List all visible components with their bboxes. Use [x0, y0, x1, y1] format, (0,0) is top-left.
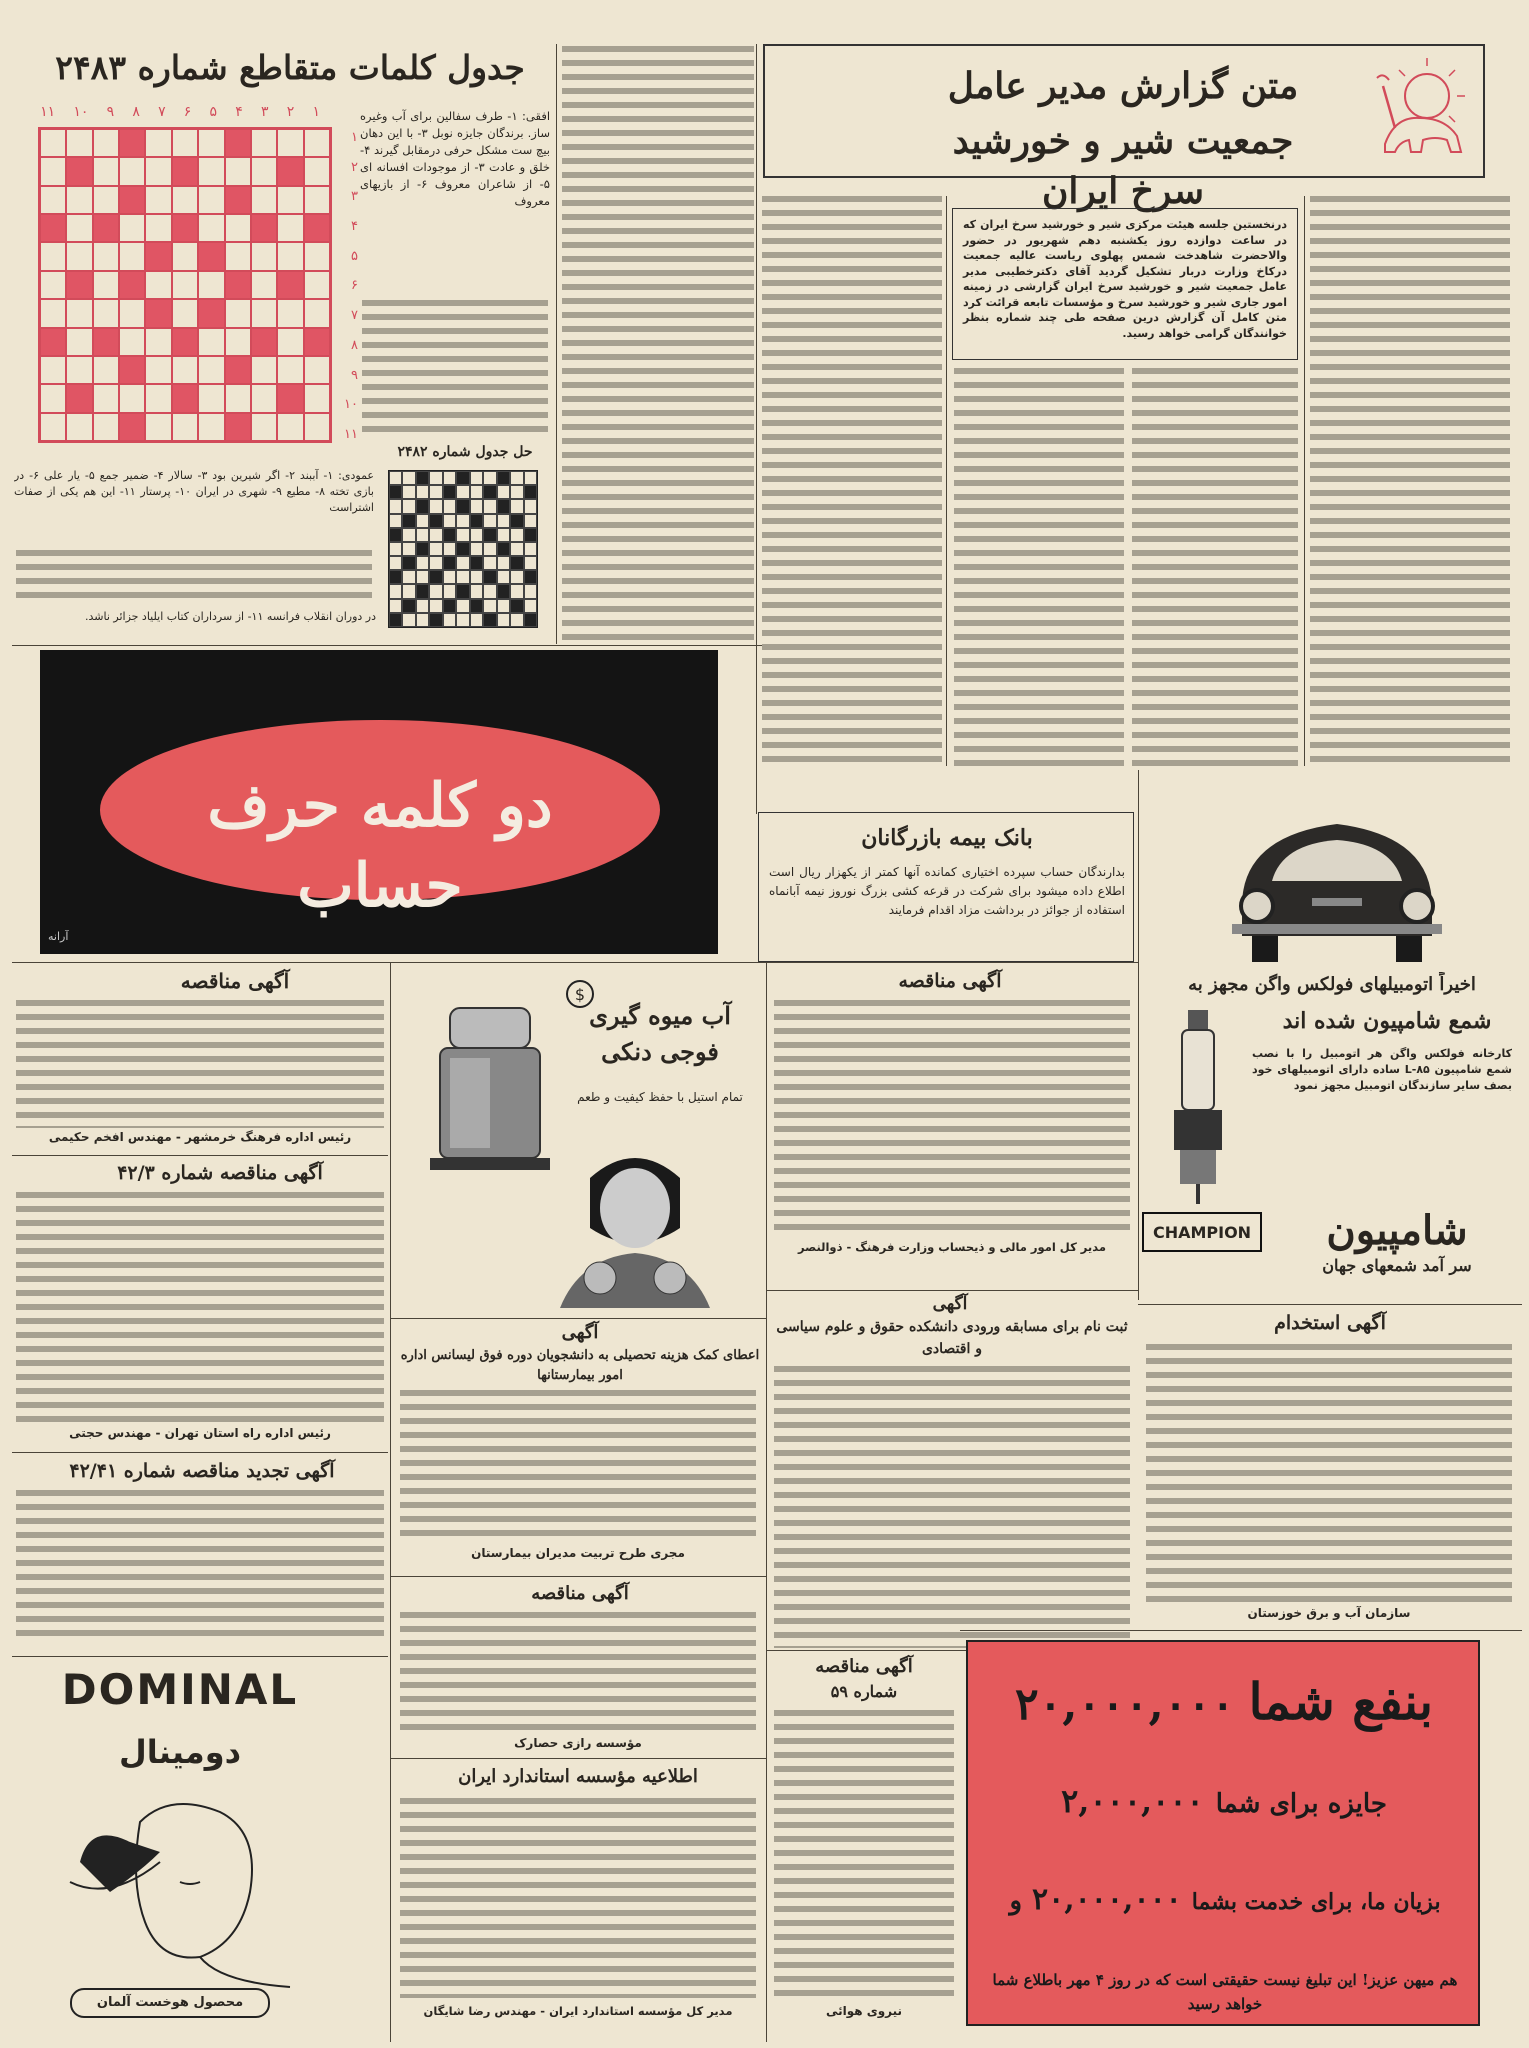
juicer-sub: تمام استیل با حفظ کیفیت و طعم	[577, 1090, 743, 1104]
tender3-title: آگهی تجدید مناقصه شماره ۴۲/۴۱	[69, 1460, 335, 1482]
hire-text	[1146, 1344, 1512, 1604]
row-number: ۲	[351, 159, 358, 175]
car-ad[interactable]	[1142, 776, 1522, 1300]
standard-text	[400, 1798, 756, 1998]
col-number: ۹	[106, 104, 115, 120]
column-rule	[1138, 770, 1139, 1300]
hire-sign: سازمان آب و برق خوزستان	[1247, 1606, 1411, 1620]
woman-with-fruit-illustration	[540, 1138, 730, 1308]
row-number: ۴	[351, 219, 358, 235]
juicer-illustration	[420, 998, 560, 1178]
standard-sign: مدیر کل مؤسسه استاندارد ایران - مهندس رضا شایگان	[423, 2004, 733, 2018]
prize-line3	[978, 1882, 1472, 1942]
crossword-clues-horizontal: افقی: ۱- طرف سفالین برای آب وغیره ساز. برندگان جایزه نوبل ۳- با این دهان بیچ ست مشکل حرفی درمقابل گیرند ۴- خلق و عادت ۳- از موجودات افسانه ای ۵- از شاعران معروف ۶- از بازیهای معروف	[360, 109, 550, 208]
two-words-text: دو کلمه حرف حساب	[207, 771, 553, 921]
row-rule	[390, 1318, 766, 1319]
column-rule	[946, 196, 947, 766]
culture-sign: مدیر کل امور مالی و ذیحساب وزارت فرهنگ - ذوالنصر	[797, 1240, 1106, 1254]
tender4-title: آگهی مناقصه	[531, 1583, 629, 1604]
tender4-text	[400, 1612, 756, 1732]
crossword-vertical-text	[16, 550, 372, 606]
crossword-row-numbers	[338, 130, 358, 442]
row-number: ۱	[351, 130, 358, 145]
report-title-box	[763, 44, 1485, 212]
exam-sub: ثبت نام برای مسابقه ورودی دانشکده حقوق و علوم سیاسی و اقتصادی	[776, 1319, 1128, 1357]
ad-signature: آرانه	[48, 930, 69, 943]
juicer-ad[interactable]	[400, 968, 760, 1316]
tender1-text	[16, 1000, 384, 1128]
woman-fruit-icon	[540, 1138, 730, 1308]
dominal-footer: محصول هوخست آلمان	[70, 1988, 270, 2018]
standard-title: اطلاعیه مؤسسه استاندارد ایران	[458, 1766, 698, 1787]
col-number: ۴	[235, 104, 243, 120]
column-rule	[766, 962, 767, 2042]
boxed-note-text: درنخستین جلسه هیئت مرکزی شیر و خورشید سرخ ایران که در ساعت دوازده روز یکشنبه دهم شهریور در حضور والاحضرت شاهدخت شمس پهلوی ریاست عالیه جمعیت درکاخ وزارت دربار تشکیل گردید آقای دکترخطیبی مدیر عامل جمعیت شیر و خورشید سرخ ایران گزارشی در زمینه امور جاری شیر و خورشید سرخ و مؤسسات تابعه قرائت کرد متن کامل آن گزارش درین صفحه طی چند شماره بنظر خوانندگان گرامی خواهد رسید.	[963, 218, 1287, 340]
row-rule	[12, 962, 1138, 963]
tender5-text	[774, 1710, 954, 2000]
col-number: ۳	[261, 104, 269, 120]
crossword-col-numbers	[40, 104, 320, 124]
row-number: ۱۱	[344, 426, 358, 442]
bank-text: بدارندگان حساب سپرده اختیاری کمانده آنها کمتر از یکهزار ریال است اطلاع داده میشود برای شرکت در قرعه کشی بزرگ نوروز نیمه آبانماه استفاده از جوائز در برداشت مزاد اقدام فرمایند	[769, 865, 1125, 917]
row-number: ۶	[351, 278, 358, 294]
row-rule	[1138, 1304, 1522, 1305]
article-column-1	[562, 46, 754, 646]
crossword-clues-text	[362, 300, 548, 440]
car-illustration	[1202, 786, 1472, 966]
col-number: ۵	[209, 104, 218, 120]
juicer-title: آب میوه گیری فوجی دنکی	[589, 1001, 731, 1066]
lion-sun-icon	[1365, 56, 1475, 166]
prize-ad[interactable]	[966, 1640, 1480, 2026]
col-number: ۱۱	[40, 104, 56, 120]
row-rule	[766, 1290, 1138, 1291]
report-column-b	[1132, 368, 1298, 768]
row-number: ۸	[351, 337, 358, 353]
report-title-line2: جمعیت شیر و خورشید سرخ ایران	[952, 120, 1294, 212]
prize-line2	[984, 1782, 1464, 1842]
row-number: ۱۰	[344, 397, 358, 413]
spark-plug-illustration	[1158, 1008, 1238, 1208]
report-title-line1: متن گزارش مدیر عامل	[947, 65, 1299, 107]
car-icon	[1202, 786, 1472, 966]
ad-two-words[interactable]	[40, 650, 718, 954]
champion-slogan: شامپیون	[1326, 1207, 1468, 1254]
column-rule	[556, 44, 557, 644]
prize-line3-number: ۲۰,۰۰۰,۰۰۰	[1032, 1882, 1182, 1917]
spark-plug-icon	[1158, 1008, 1238, 1208]
col-number: ۱	[312, 104, 320, 120]
tender1-title: آگهی مناقصه	[180, 969, 290, 993]
culture-title: آگهی مناقصه	[898, 970, 1002, 992]
prize-footer: هم میهن عزیز! این تبلیغ نیست حقیقتی است که در روز ۴ مهر باطلاع شما خواهد رسید	[992, 1971, 1458, 2013]
tender5-title: آگهی مناقصه	[815, 1656, 913, 1677]
row-number: ۵	[351, 248, 358, 264]
col-number: ۷	[158, 104, 166, 120]
champion-logo-text: CHAMPION	[1152, 1222, 1252, 1242]
tender5-sign: نیروی هوائی	[825, 2004, 903, 2018]
aid-sub: اعطای کمک هزینه تحصیلی به دانشجویان دوره فوق لیسانس اداره امور بیمارستانها	[400, 1348, 760, 1383]
dollar-icon: $	[566, 980, 594, 1008]
champion-sub-slogan: سر آمد شمعهای جهان	[1322, 1256, 1472, 1275]
lion-and-sun-emblem	[1365, 56, 1475, 166]
row-rule	[12, 1656, 388, 1657]
aid-title: آگهی	[561, 1322, 599, 1343]
bank-notice-box	[758, 812, 1134, 962]
exam-text	[774, 1366, 1130, 1648]
crossword-solution-grid	[388, 470, 538, 628]
aid-sign: مجری طرح تربیت مدیران بیمارستان	[471, 1546, 685, 1560]
report-column-a	[1310, 196, 1510, 766]
tender2-title: آگهی مناقصه شماره ۴۲/۳	[117, 1162, 323, 1184]
report-boxed-note	[952, 208, 1298, 360]
row-rule	[390, 1758, 766, 1759]
col-number: ۸	[132, 104, 140, 120]
tender2-sign: رئیس اداره راه استان تهران - مهندس حجتی	[69, 1426, 331, 1440]
juicer-icon	[420, 998, 560, 1178]
exam-title: آگهی	[932, 1294, 968, 1314]
culture-text	[774, 1000, 1130, 1236]
woman-illustration-icon	[50, 1782, 310, 1992]
column-rule	[1304, 196, 1305, 766]
row-number: ۳	[351, 189, 358, 205]
car-brand-line: شمع شامپیون شده اند	[1282, 1008, 1492, 1034]
crossword-footer: در دوران انقلاب فرانسه ۱۱- از سرداران کتاب ایلیاد جزائر ناشد.	[84, 610, 376, 623]
prize-line1	[984, 1672, 1464, 1752]
prize-line2-number: ۲,۰۰۰,۰۰۰	[1061, 1782, 1204, 1820]
column-rule	[756, 44, 757, 814]
dominal-persian: دومینال	[118, 1733, 242, 1771]
hire-title: آگهی استخدام	[1274, 1312, 1386, 1334]
prize-line1-text: بنفع شما	[1248, 1672, 1434, 1731]
report-column-c	[954, 368, 1124, 768]
tender3-text	[16, 1490, 384, 1642]
tender1-sign: رئیس اداره فرهنگ خرمشهر - مهندس افخم حکیمی	[48, 1130, 352, 1144]
tender5-sub: شماره ۵۹	[830, 1682, 898, 1701]
prize-line3-text: بزیان ما، برای خدمت بشما	[1191, 1889, 1441, 1915]
crossword-solution-title: حل جدول شماره ۲۴۸۲	[397, 444, 533, 460]
row-rule	[960, 1630, 1522, 1631]
champion-logo	[1142, 1212, 1262, 1252]
col-number: ۱۰	[73, 104, 89, 120]
dominal-ad[interactable]	[30, 1662, 330, 2032]
dominal-brand: DOMINAL	[61, 1665, 299, 1714]
prize-line3-prefix: و	[1009, 1886, 1022, 1916]
crossword-title: جدول کلمات متقاطع شماره ۲۴۸۳	[55, 48, 525, 87]
col-number: ۶	[183, 104, 192, 120]
tender4-sign: مؤسسه رازی حصارک	[514, 1736, 642, 1750]
bank-title: بانک بیمه بازرگانان	[861, 825, 1033, 851]
woman-headache-illustration	[50, 1782, 310, 1992]
car-body: کارخانه فولکس واگن هر اتومبیل را با نصب شمع شامپیون ۸۵-L ساده دارای اتومبیلهای خود بصف سایر سازندگان اتومبیل مجهز نمود	[1252, 1047, 1512, 1092]
row-number: ۹	[351, 367, 358, 383]
row-rule	[12, 1452, 388, 1453]
row-rule	[390, 1576, 766, 1577]
crossword-clues-vertical: عمودی: ۱- آببند ۲- اگر شیرین بود ۳- سالار ۴- ضمیر جمع ۵- یار علی ۶- در بازی تخته ۸- مطیع ۹- شهری در ایران ۱۰- پرستار ۱۱- این هم یکی از صفات اشتراست	[14, 469, 374, 514]
tender2-text	[16, 1192, 384, 1424]
prize-line1-number: ۲۰,۰۰۰,۰۰۰	[1014, 1679, 1235, 1730]
crossword-grid[interactable]	[38, 127, 332, 443]
car-headline: اخیراً اتومبیلهای فولکس واگن مجهز به	[1188, 974, 1476, 995]
prize-line2-text: جایزه برای شما	[1215, 1789, 1387, 1819]
col-number: ۲	[286, 104, 295, 120]
row-rule	[12, 1155, 388, 1156]
row-number: ۷	[351, 308, 358, 324]
column-rule	[390, 962, 391, 2042]
aid-text	[400, 1390, 756, 1540]
report-column-d	[762, 196, 942, 766]
